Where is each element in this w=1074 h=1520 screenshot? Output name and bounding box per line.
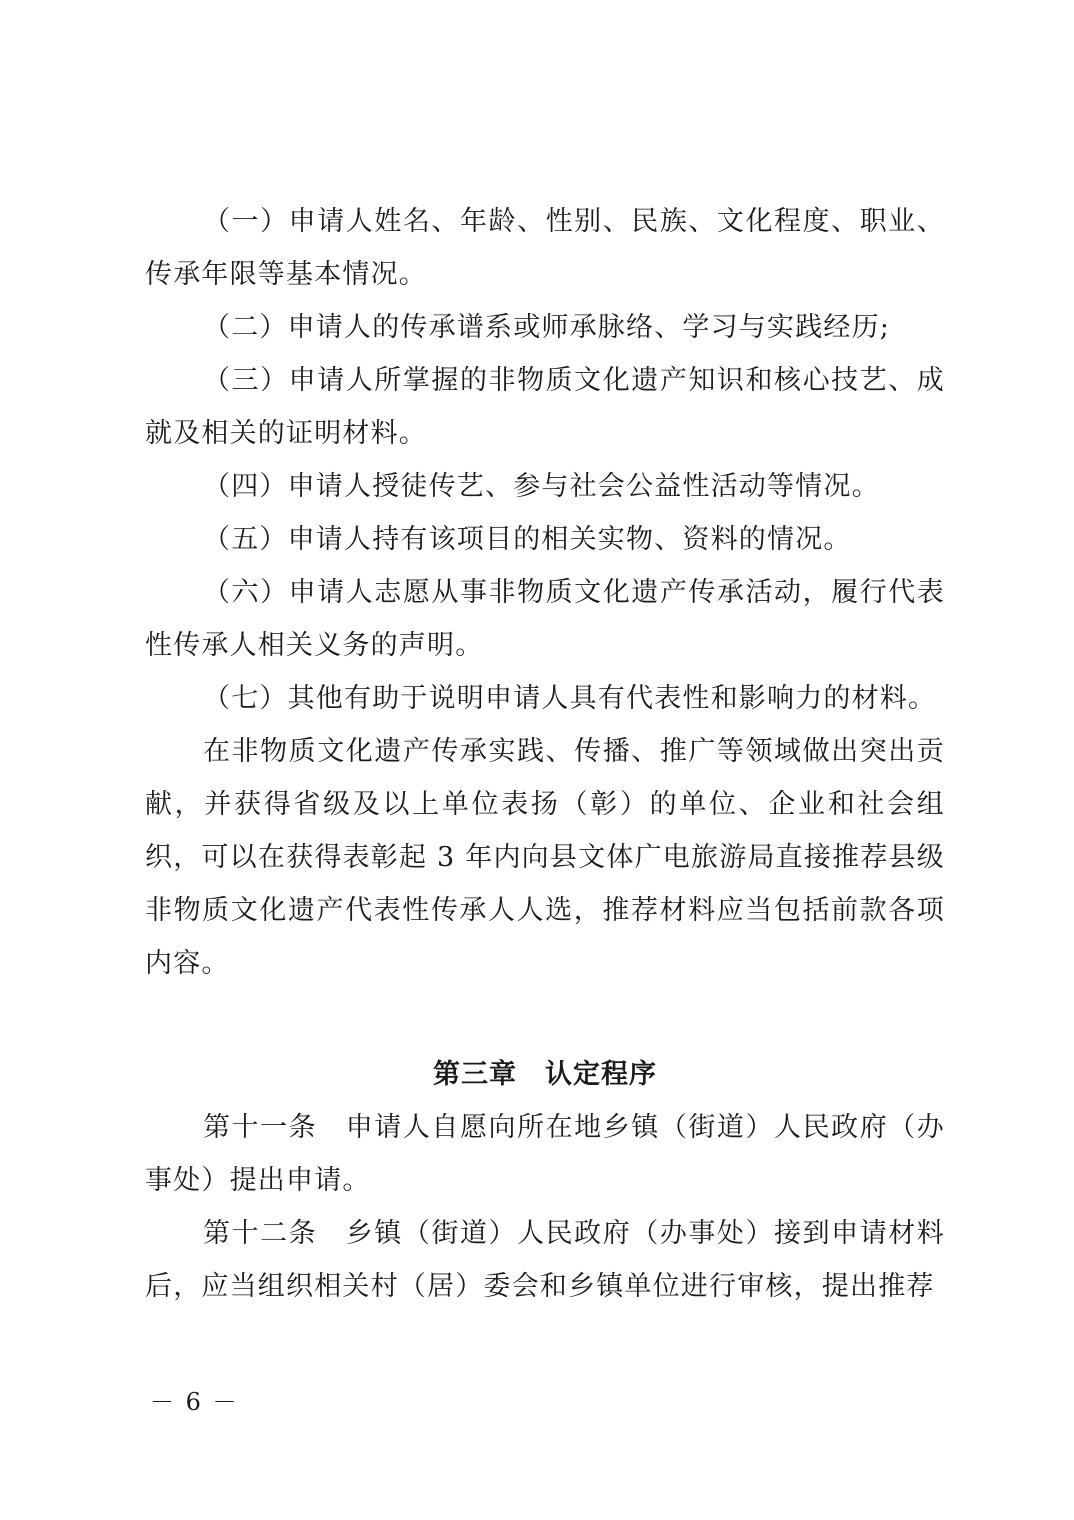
page-number: － 6 － — [150, 1388, 239, 1416]
paragraph-item-7: （七）其他有助于说明申请人具有代表性和影响力的材料。 — [203, 683, 937, 714]
paragraph-item-5: （五）申请人持有该项目的相关实物、资料的情况。 — [203, 524, 852, 555]
paragraph-item-6: （六）申请人志愿从事非物质文化遗产传承活动，履行代表性传承人相关义务的声明。 — [145, 577, 945, 661]
chapter-title: 第三章 认定程序 — [433, 1059, 657, 1090]
paragraph-item-2: （二）申请人的传承谱系或师承脉络、学习与实践经历; — [203, 312, 891, 343]
paragraph-item-3: （三）申请人所掌握的非物质文化遗产知识和核心技艺、成就及相关的证明材料。 — [145, 365, 945, 449]
document-body — [145, 195, 945, 1313]
paragraph-recommendation: 在非物质文化遗产传承实践、传播、推广等领域做出突出贡献，并获得省级及以上单位表扬（彰）的单位、企业和社会组织，可以在获得表彰起 3 年内向县文体广电旅游局直接推荐县级非物质文化遗产代表性传承人人选，推荐材料应当包括前款各项内容。 — [145, 736, 945, 979]
paragraph-item-1: （一）申请人姓名、年龄、性别、民族、文化程度、职业、传承年限等基本情况。 — [145, 206, 945, 290]
article-12: 第十二条 乡镇（街道）人民政府（办事处）接到申请材料后，应当组织相关村（居）委会和乡镇单位进行审核，提出推荐 — [145, 1218, 945, 1302]
paragraph-item-4: （四）申请人授徒传艺、参与社会公益性活动等情况。 — [203, 471, 880, 502]
article-11: 第十一条 申请人自愿向所在地乡镇（街道）人民政府（办事处）提出申请。 — [145, 1112, 945, 1196]
